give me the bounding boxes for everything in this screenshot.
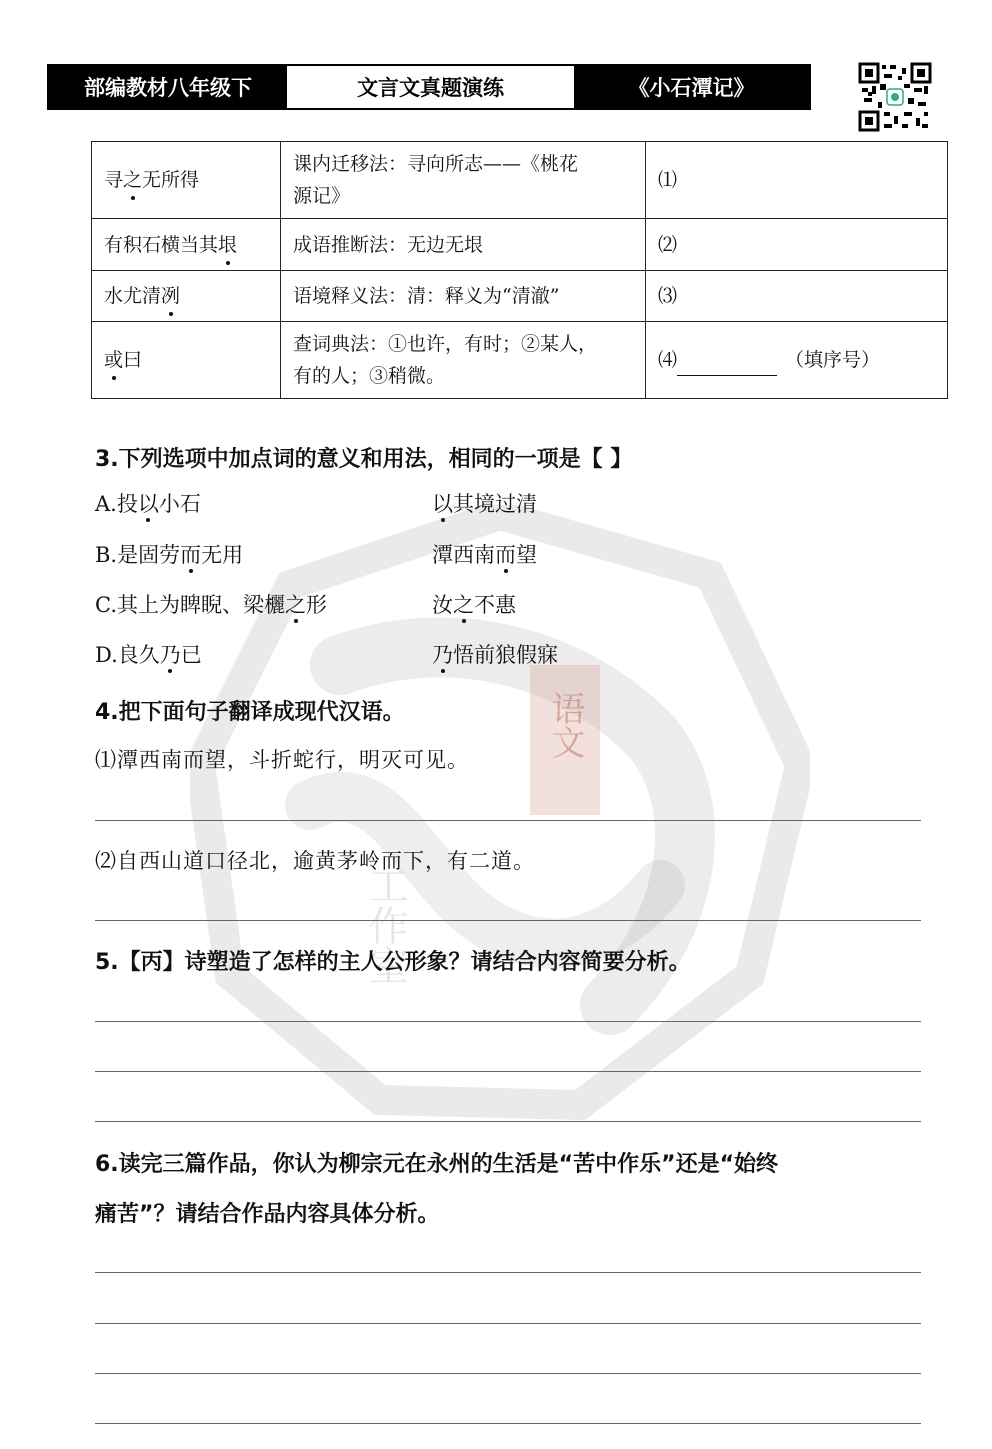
answer-label: ⑴: [658, 169, 678, 191]
answer-label: ⑷: [658, 349, 678, 371]
word-text: 水尤清: [104, 285, 162, 307]
word-text: 无所得: [142, 169, 200, 191]
answer-blank[interactable]: [677, 353, 777, 376]
dotted-character: 乃: [160, 639, 181, 669]
option-label: A.: [95, 492, 117, 516]
method-text: 有的人；③稍微。: [293, 365, 446, 387]
option-text: 望: [516, 543, 537, 567]
answer-label: ⑶: [658, 285, 678, 307]
answer-line[interactable]: [95, 1373, 921, 1374]
method-cell: [281, 219, 646, 271]
word-cell: [92, 142, 281, 219]
header-bar: [47, 64, 811, 110]
answer-label: ⑵: [658, 233, 678, 256]
option-c-left[interactable]: [95, 589, 327, 619]
option-a-right: [432, 488, 537, 518]
qr-code-icon: [858, 62, 932, 132]
option-d-left[interactable]: [95, 639, 202, 669]
dotted-character: 冽: [161, 280, 180, 312]
method-text: 成语推断法：无边无垠: [293, 233, 484, 256]
answer-line[interactable]: [95, 1121, 921, 1122]
dotted-character: 以: [432, 488, 453, 518]
word-text: 有积石横当其: [104, 233, 219, 256]
option-text: 其境过清: [453, 492, 537, 516]
dotted-character: 而: [495, 539, 516, 569]
word-text: 寻: [104, 169, 124, 191]
option-label: C.: [95, 593, 117, 617]
dotted-character: 垠: [218, 229, 237, 261]
question-4-sentence-2: ⑵自西山道口径北，逾黄茅岭而下，有二道。: [95, 849, 535, 873]
question-3-stem: 3.下列选项中加点词的意义和用法，相同的一项是【 】: [95, 447, 633, 472]
option-text: 小石: [158, 492, 201, 516]
option-a-left[interactable]: [95, 488, 201, 518]
option-b-left[interactable]: [95, 539, 243, 569]
method-cell: [281, 142, 646, 219]
dotted-character: 或: [104, 344, 123, 376]
option-text: 投: [116, 492, 138, 516]
question-4-stem: 4.把下面句子翻译成现代汉语。: [95, 700, 405, 725]
table-row: [92, 219, 948, 271]
table-row: [92, 142, 948, 219]
method-text: 课内迁移法：寻向所志——《桃花: [293, 153, 579, 175]
option-b-right: [432, 539, 537, 569]
answer-cell[interactable]: [646, 322, 948, 399]
answer-line[interactable]: [95, 1323, 921, 1324]
answer-line[interactable]: [95, 820, 921, 821]
option-text: 已: [180, 643, 202, 667]
question-6-stem-line-1: 6.读完三篇作品，你认为柳宗元在永州的生活是“苦中作乐”还是“始终: [95, 1152, 779, 1177]
dotted-character: 之: [123, 164, 142, 196]
option-d-right: [432, 639, 558, 669]
method-text: 源记》: [293, 185, 351, 207]
option-text: 不惠: [474, 593, 516, 617]
option-text: 悟前狼假寐: [453, 643, 558, 667]
word-cell: [92, 322, 281, 399]
question-6-stem-line-2: 痛苦”？请结合作品内容具体分析。: [95, 1202, 440, 1227]
option-label: D.: [95, 643, 118, 667]
watermark-seal-text: 语文: [545, 691, 585, 759]
method-cell: [281, 322, 646, 399]
dotted-character: 而: [180, 539, 201, 569]
option-label: B.: [95, 543, 118, 567]
option-text: 无用: [201, 543, 244, 567]
question-4-sentence-1: ⑴潭西南而望，斗折蛇行，明灭可见。: [95, 748, 469, 772]
table-row: [92, 271, 948, 322]
header-grade-label: 部编教材八年级下: [49, 66, 287, 108]
option-text: 其上为睥睨、梁欐: [117, 593, 285, 617]
answer-line[interactable]: [95, 1423, 921, 1424]
option-text: 潭西南: [432, 543, 495, 567]
answer-line[interactable]: [95, 920, 921, 921]
dotted-character: 之: [453, 589, 474, 619]
table-row: [92, 322, 948, 399]
word-cell: [92, 271, 281, 322]
question-5-stem: 5.【丙】诗塑造了怎样的主人公形象？请结合内容简要分析。: [95, 950, 691, 975]
answer-line[interactable]: [95, 1071, 921, 1072]
answer-line[interactable]: [95, 1272, 921, 1273]
option-text: 形: [306, 593, 327, 617]
method-text: 语境释义法：清：释义为“清澈”: [293, 285, 560, 307]
option-c-right: [432, 589, 516, 619]
answer-line[interactable]: [95, 1021, 921, 1022]
answer-cell[interactable]: [646, 219, 948, 271]
method-cell: [281, 271, 646, 322]
header-section-title: 文言文真题演练: [287, 66, 574, 108]
watermark-side-text: 工作室: [362, 865, 408, 985]
dotted-character: 以: [138, 488, 159, 518]
dotted-character: 乃: [432, 639, 453, 669]
word-cell: [92, 219, 281, 271]
dotted-character: 之: [285, 589, 306, 619]
option-text: 汝: [432, 593, 453, 617]
word-text: 曰: [123, 349, 143, 371]
answer-hint: （填序号）: [785, 349, 881, 371]
header-lesson-title: 《小石潭记》: [574, 66, 809, 108]
option-text: 是固劳: [117, 543, 181, 567]
answer-cell[interactable]: [646, 142, 948, 219]
answer-cell[interactable]: [646, 271, 948, 322]
option-text: 良久: [117, 643, 160, 667]
methods-table: [91, 141, 948, 399]
method-text: 查词典法：①也许，有时；②某人，: [293, 333, 598, 355]
